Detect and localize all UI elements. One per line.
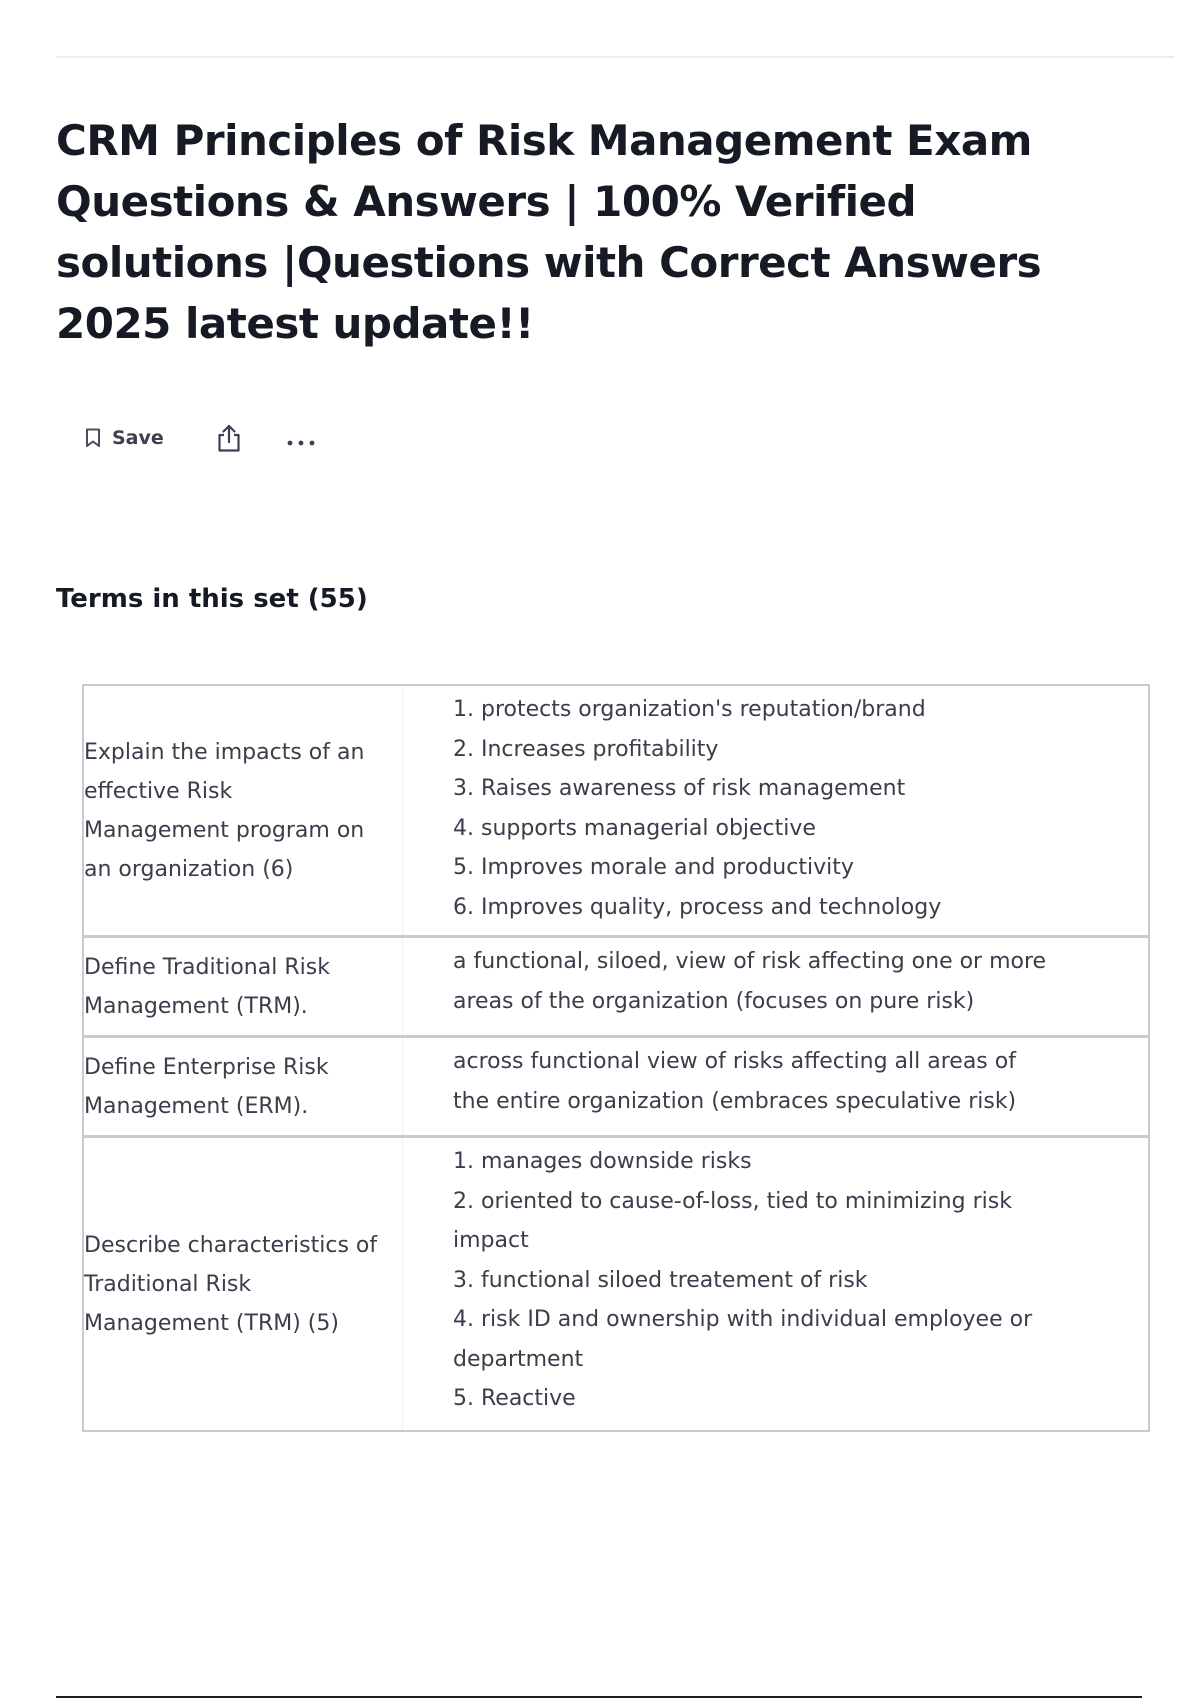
term-text: Explain the impacts of an effective Risk Management program on an organization (6) — [84, 739, 365, 882]
term-row — [84, 686, 1148, 938]
definition-line: 5. Improves morale and productivity — [453, 855, 854, 880]
share-icon[interactable] — [216, 423, 242, 453]
definition-line: a functional, siloed, view of risk affecting one or more — [453, 949, 1047, 974]
definition-line: the entire organization (embraces speculative risk) — [453, 1088, 1017, 1114]
definition-text — [402, 686, 1148, 935]
top-divider — [56, 56, 1174, 58]
terms-table — [82, 684, 1150, 1432]
bookmark-icon — [84, 428, 102, 448]
term-text: Define Enterprise Risk Management (ERM). — [84, 1054, 329, 1119]
definition-line: 6. Improves quality, process and technology — [453, 894, 942, 920]
definition-line: 2. Increases profitability — [453, 736, 719, 762]
definition-line: areas of the organization (focuses on pure risk) — [453, 988, 975, 1014]
term-text: Describe characteristics of Traditional Risk Management (TRM) (5) — [84, 1232, 378, 1336]
save-label: Save — [112, 427, 164, 449]
definition-line: 2. oriented to cause-of-loss, tied to minimizing risk — [453, 1188, 1012, 1214]
definition-line: across functional view of risks affecting all areas of — [453, 1049, 1016, 1074]
definition-text — [402, 938, 1148, 1035]
terms-heading: Terms in this set (55) — [56, 584, 368, 614]
bottom-divider — [56, 1696, 1142, 1698]
save-button[interactable] — [84, 427, 164, 449]
term-row — [84, 1138, 1148, 1430]
definition-line: impact — [453, 1228, 529, 1253]
term-row — [84, 938, 1148, 1038]
definition-line: 3. Raises awareness of risk management — [453, 776, 906, 801]
definition-line: department — [453, 1346, 584, 1372]
definition-line: 5. Reactive — [453, 1386, 576, 1411]
definition-line: 4. supports managerial objective — [453, 815, 816, 841]
page-title: CRM Principles of Risk Management Exam Questions & Answers | 100% Verified solutions |Questions with Correct Answers 2025 latest update!! — [56, 116, 1042, 348]
more-options-icon[interactable] — [286, 433, 316, 443]
definition-line: 3. functional siloed treatement of risk — [453, 1267, 868, 1293]
term-row — [84, 1038, 1148, 1138]
definition-line: 4. risk ID and ownership with individual employee or — [453, 1307, 1033, 1332]
action-bar — [84, 418, 316, 458]
definition-line: 1. manages downside risks — [453, 1149, 752, 1174]
definition-text — [402, 1038, 1148, 1135]
term-text: Define Traditional Risk Management (TRM). — [84, 954, 330, 1019]
definition-text — [402, 1138, 1148, 1430]
definition-line: 1. protects organization's reputation/brand — [453, 697, 926, 722]
